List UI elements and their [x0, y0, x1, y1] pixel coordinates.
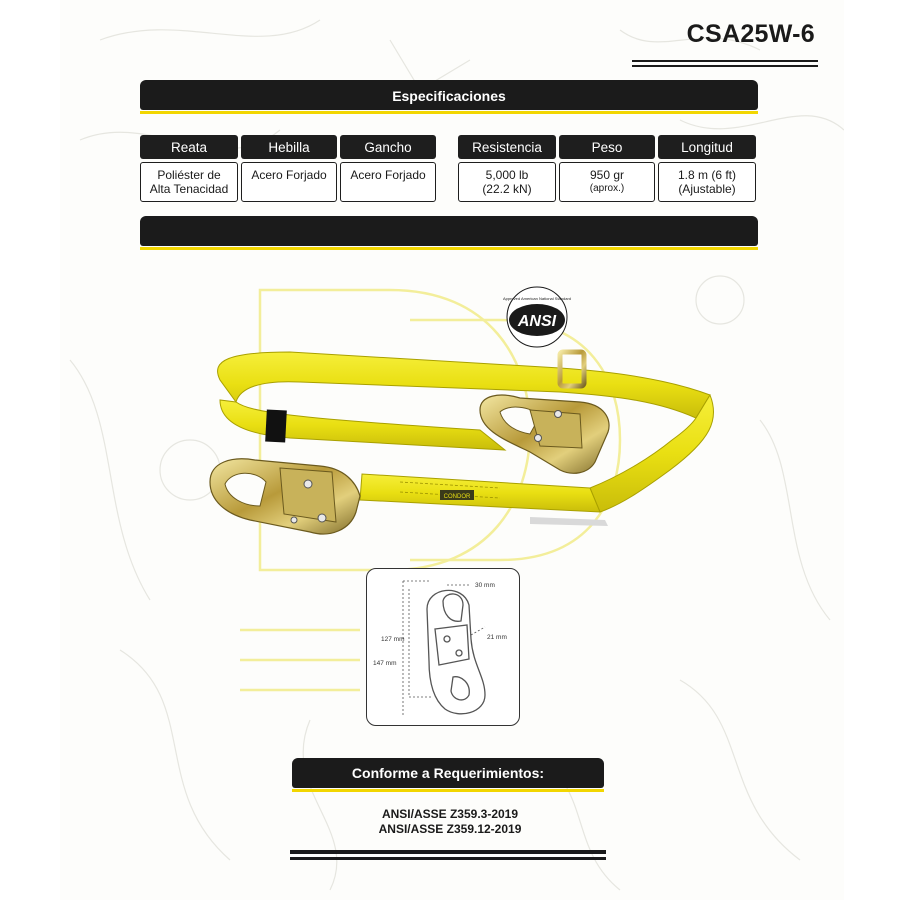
spec-value [340, 162, 436, 202]
spec-value-line: Poliéster de [157, 168, 221, 182]
spec-value-line: (22.2 kN) [482, 182, 532, 196]
spec-value-line: Acero Forjado [350, 168, 426, 182]
spec-value-line: 950 gr [589, 168, 625, 182]
spec-header: Reata [140, 135, 238, 159]
dim-gate-label: 30 mm [475, 582, 495, 589]
spec-value [140, 162, 238, 202]
model-code-underline-2 [632, 65, 818, 67]
spec-sheet-page [60, 0, 844, 900]
spec-header: Longitud [658, 135, 756, 159]
specifications-title: Especificaciones [392, 88, 506, 104]
bottom-rule-2 [290, 857, 606, 860]
spec-value-line: 1.8 m (6 ft) [677, 168, 736, 182]
spec-table-materials [140, 135, 436, 202]
compliance-title: Conforme a Requerimientos: [351, 765, 545, 781]
ansi-badge-ring-text: Approved American National Standard [502, 296, 572, 301]
bottom-rule [290, 850, 606, 854]
spec-column-reata [140, 135, 238, 202]
spec-column-hebilla [241, 135, 337, 202]
ansi-badge-label: ANSI [517, 313, 557, 330]
spec-value-note: (aprox.) [589, 183, 625, 194]
standard-item: ANSI/ASSE Z359.12-2019 [378, 822, 522, 836]
spec-column-peso [559, 135, 655, 202]
lower-snap-hook [210, 459, 360, 534]
spec-table-performance [458, 135, 756, 202]
model-code-underline [632, 60, 818, 62]
spec-value [458, 162, 556, 202]
standard-item: ANSI/ASSE Z359.3-2019 [381, 807, 519, 821]
product-label: CONDOR [443, 494, 471, 500]
compliance-band-accent [292, 789, 604, 792]
divider-band [140, 216, 758, 246]
spec-value [559, 162, 655, 202]
spec-value-line: (Ajustable) [678, 182, 736, 196]
spec-value-line: Alta Tenacidad [149, 182, 229, 196]
spec-header: Gancho [340, 135, 436, 159]
upper-snap-hook [480, 395, 609, 473]
dim-total-length-label: 147 mm [373, 660, 397, 667]
dim-inner-length-label: 127 mm [381, 636, 405, 643]
spec-column-gancho [340, 135, 436, 202]
spec-header: Hebilla [241, 135, 337, 159]
spec-value-line: Acero Forjado [251, 168, 327, 182]
spec-column-resistencia [458, 135, 556, 202]
spec-value [241, 162, 337, 202]
snap-hook-dimension-diagram [366, 568, 520, 726]
model-code: CSA25W-6 [686, 20, 815, 48]
spec-value-line: 5,000 lb [485, 168, 529, 182]
specifications-band-accent [140, 111, 758, 114]
snap-hook-line-drawing [367, 569, 521, 727]
ansi-badge [503, 287, 571, 347]
spec-value [658, 162, 756, 202]
spec-header: Resistencia [458, 135, 556, 159]
spec-header: Peso [559, 135, 655, 159]
divider-band-accent [140, 247, 758, 250]
dim-opening-label: 21 mm [487, 634, 507, 641]
spec-column-longitud [658, 135, 756, 202]
lanyard-product-image [60, 260, 844, 580]
